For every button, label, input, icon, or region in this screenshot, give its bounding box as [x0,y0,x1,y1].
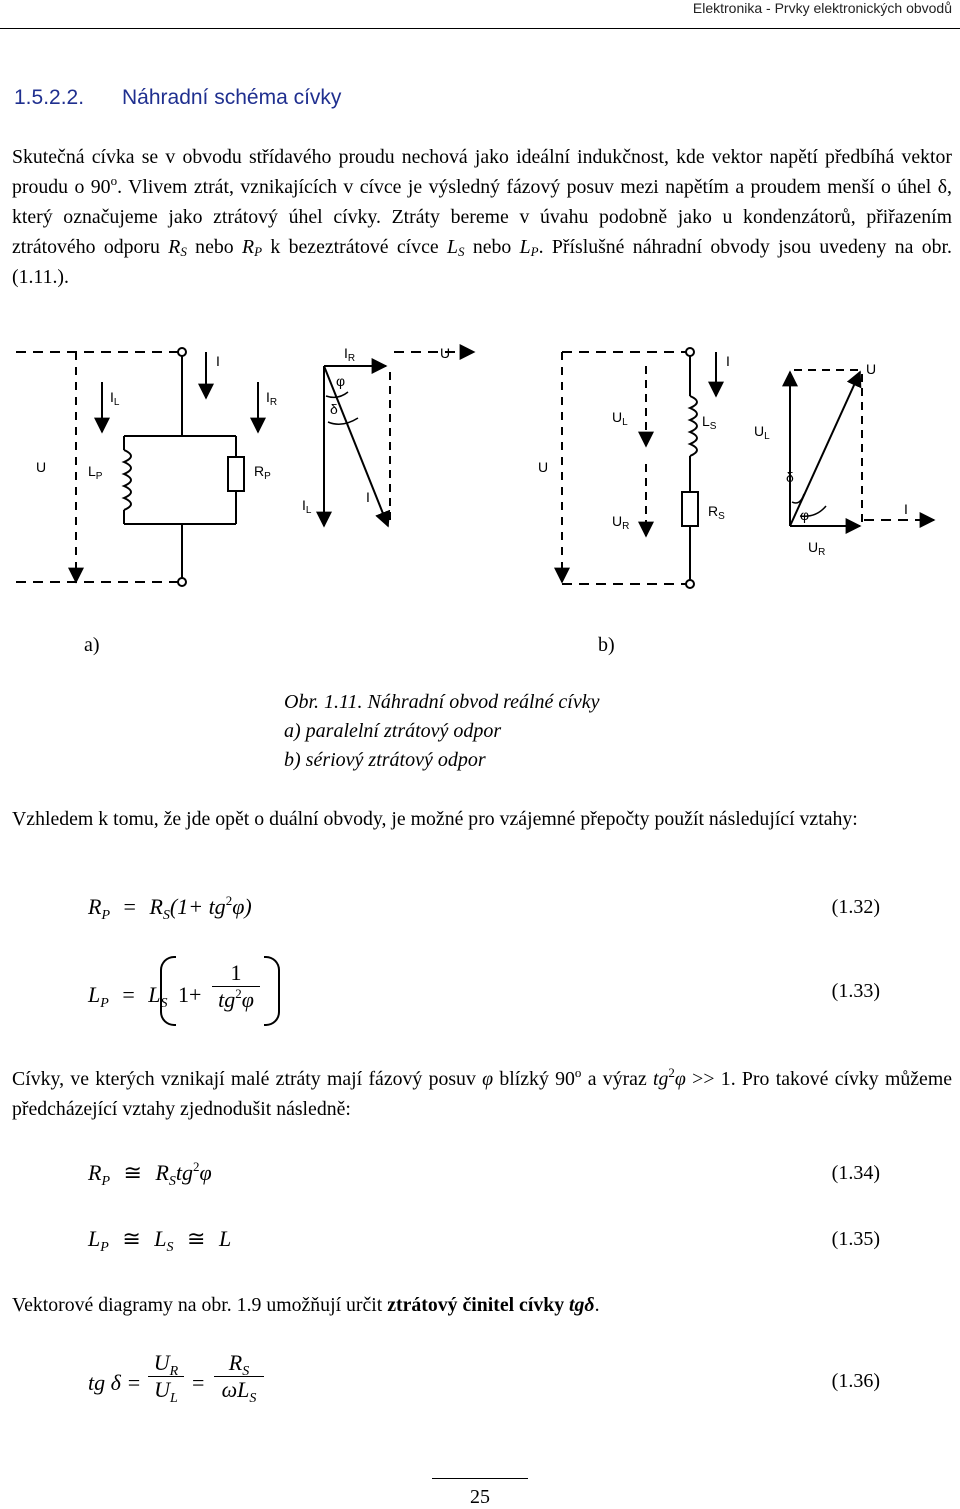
figure-label-b: b) [598,634,615,656]
circuit-a-labels [36,353,277,482]
equation-1-35: $L_P$ ≅ $L_S$ ≅ L [88,1226,232,1255]
section-heading [14,86,341,110]
loss-factor-paragraph: Vektorové diagramy na obr. 1.9 umožňují určit ztrátový činitel cívky tgδ. [12,1294,600,1316]
footer-divider [432,1478,528,1479]
header-divider [0,28,960,29]
vector-b-labels [754,361,908,558]
svg-text:I: I [726,353,730,369]
running-header: Elektronika - Prvky elektronických obvodů [692,0,952,16]
svg-text:δ: δ [786,469,794,485]
equation-number-1-35: (1.35) [831,1228,880,1250]
intro-paragraph: Skutečná cívka se v obvodu střídavého proudu nechová jako ideální indukčnost, kde vektor napětí předbíhá vektor proudu o 90$^o$. Vlivem ztrát, vznikajících v cívce je výsledný fázový posuv mezi napětím a proudem menší o úhel δ, který označujeme jako ztrátový úhel cívky. Ztráty bereme v úvahu podobně jako u kondenzátorů, přiřazením ztrátového odporu $R_S$ nebo $R_P$ k bezeztrátové cívce $L_S$ nebo $L_P$. Příslušné náhradní obvody jsou uvedeny na obr. (1.11.). [12,146,952,288]
svg-text:I: I [366,489,370,505]
svg-text:U: U [36,459,47,475]
figure-label-a: a) [84,634,100,656]
svg-text:UR: $U_R$ [612,513,630,532]
equivalent-circuit-figure [14,330,944,610]
svg-text:IR: $I_R$ [266,389,278,408]
svg-text:U: U [866,361,877,377]
svg-text:UL: $U_L$ [754,423,770,442]
low-loss-paragraph: Cívky, ve kterých vznikají malé ztráty mají fázový posuv φ blízký 90$^o$ a výraz $tg^2\varphi >> 1$. Pro takové cívky můžeme předcházející vztahy zjednodušit následně: [12,1065,952,1120]
svg-text:LP: $L_P$ [88,463,103,482]
section-title: Náhradní schéma cívky [122,86,342,109]
circuit-b-labels [538,353,730,532]
svg-text:RP: $R_P$ [254,463,271,482]
svg-text:RS: $R_S$ [708,503,725,522]
equation-1-36: tg δ = $U_R$ $U_L$ = $R_S$ $\omega L_S$ [88,1350,308,1420]
svg-text:UL: $U_L$ [612,409,628,428]
svg-text:δ: δ [330,401,338,417]
svg-text:U: U [538,459,549,475]
svg-text:UR: $U_R$ [808,539,826,558]
vector-diagram-b [790,370,934,526]
equation-1-32: $R_P = R_S(1+ tg^2\varphi)$ [88,893,252,923]
svg-text:φ: φ [800,507,810,523]
equation-number-1-34: (1.34) [831,1162,880,1184]
equation-number-1-36: (1.36) [831,1370,880,1392]
section-number: 1.5.2.2. [14,86,85,109]
svg-text:U: U [440,345,451,361]
svg-text:IL: $I_L$ [110,389,120,408]
equation-1-34: $R_P$ ≅ $R_Stg^2\varphi$ [88,1159,212,1189]
svg-text:IR: $I_R$ [344,345,356,364]
equation-number-1-33: (1.33) [831,980,880,1002]
page-number: 25 [470,1486,490,1508]
series-circuit-b [562,348,716,588]
svg-text:IL: $I_L$ [302,497,312,516]
svg-text:φ: φ [336,373,346,389]
svg-text:LS: $L_S$ [702,413,717,432]
svg-text:I: I [216,353,220,369]
duality-paragraph: Vzhledem k tomu, že jde opět o duální obvody, je možné pro vzájemné přepočty použít následující vztahy: [12,808,858,830]
svg-text:I: I [904,501,908,517]
figure-caption: Obr. 1.11. Náhradní obvod reálné cívky a) paralelní ztrátový odpor b) sériový ztrátový odpor [284,691,600,771]
equation-number-1-32: (1.32) [831,896,880,918]
parallel-circuit-a [16,348,258,586]
vector-diagram-a [324,352,474,526]
